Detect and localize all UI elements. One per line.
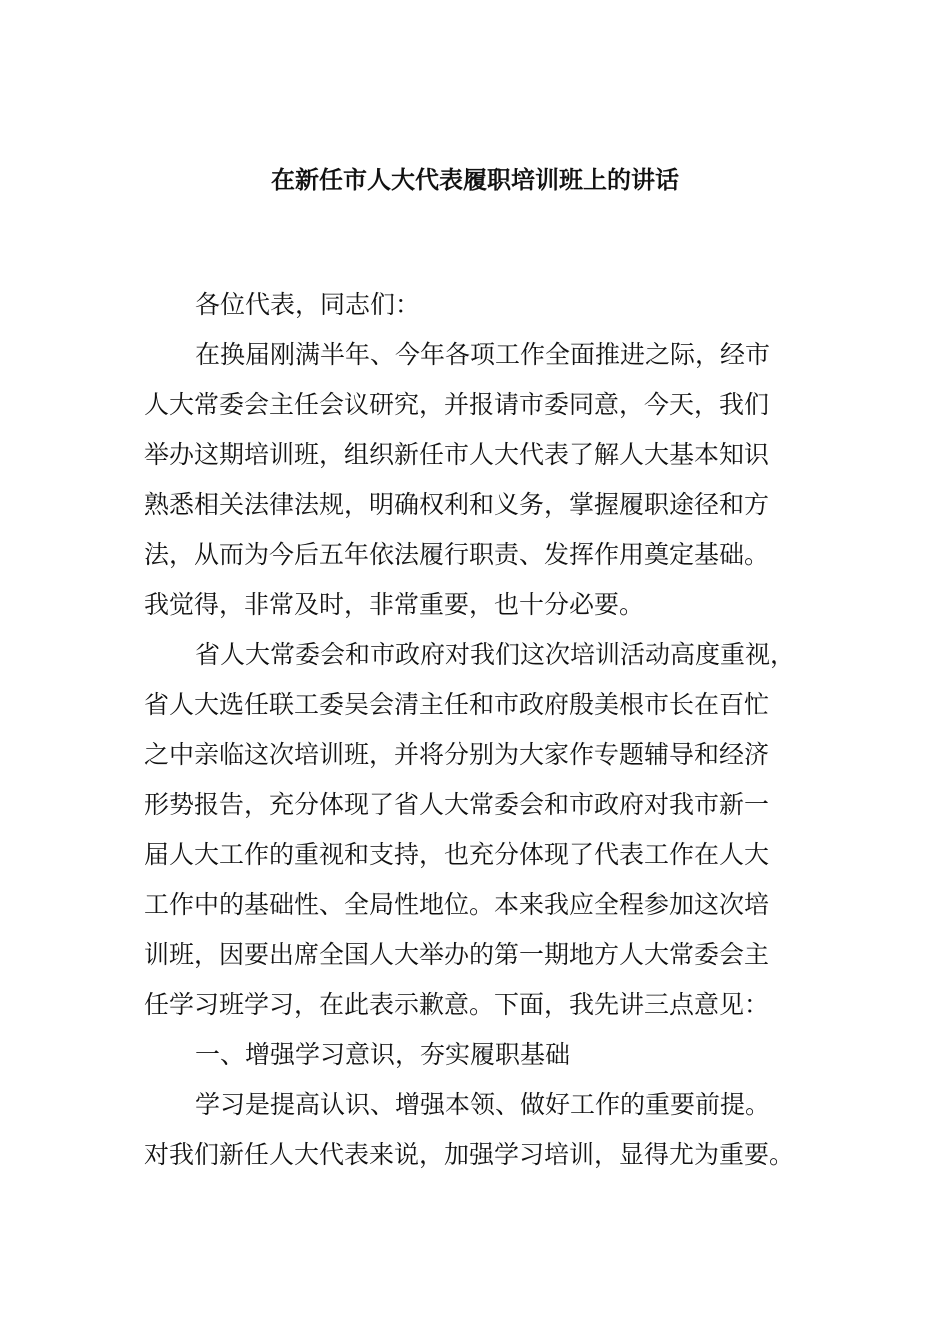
text-line: 在换届刚满半年、今年各项工作全面推进之际，经市 bbox=[195, 340, 771, 369]
text-line: 各位代表，同志们： bbox=[195, 290, 421, 319]
document-body bbox=[144, 280, 809, 1180]
text-line: 举办这期培训班，组织新任市人大代表了解人大基本知识 bbox=[144, 440, 770, 469]
text-line: 熟悉相关法律法规，明确权利和义务，掌握履职途径和方 bbox=[144, 490, 770, 519]
text-line: 人大常委会主任会议研究，并报请市委同意，今天，我们 bbox=[144, 390, 770, 419]
text-line: 对我们新任人大代表来说，加强学习培训，显得尤为重要。 bbox=[144, 1140, 795, 1169]
text-line: 学习是提高认识、增强本领、做好工作的重要前提。 bbox=[195, 1090, 771, 1119]
text-line: 之中亲临这次培训班，并将分别为大家作专题辅导和经济 bbox=[144, 740, 770, 769]
text-line: 工作中的基础性、全局性地位。本来我应全程参加这次培 bbox=[144, 890, 770, 919]
text-line: 省人大常委会和市政府对我们这次培训活动高度重视， bbox=[195, 640, 796, 669]
text-line: 形势报告，充分体现了省人大常委会和市政府对我市新一 bbox=[144, 790, 770, 819]
text-line: 训班，因要出席全国人大举办的第一期地方人大常委会主 bbox=[144, 940, 770, 969]
text-line: 一、增强学习意识，夯实履职基础 bbox=[195, 1040, 571, 1069]
text-line: 任学习班学习，在此表示歉意。下面，我先讲三点意见： bbox=[144, 990, 770, 1019]
text-line: 省人大选任联工委吴会清主任和市政府殷美根市长在百忙 bbox=[144, 690, 770, 719]
text-line: 法，从而为今后五年依法履行职责、发挥作用奠定基础。 bbox=[144, 540, 770, 569]
text-line: 届人大工作的重视和支持，也充分体现了代表工作在人大 bbox=[144, 840, 770, 869]
document-title: 在新任市人大代表履职培训班上的讲话 bbox=[271, 166, 679, 194]
text-line: 我觉得，非常及时，非常重要，也十分必要。 bbox=[144, 590, 645, 619]
